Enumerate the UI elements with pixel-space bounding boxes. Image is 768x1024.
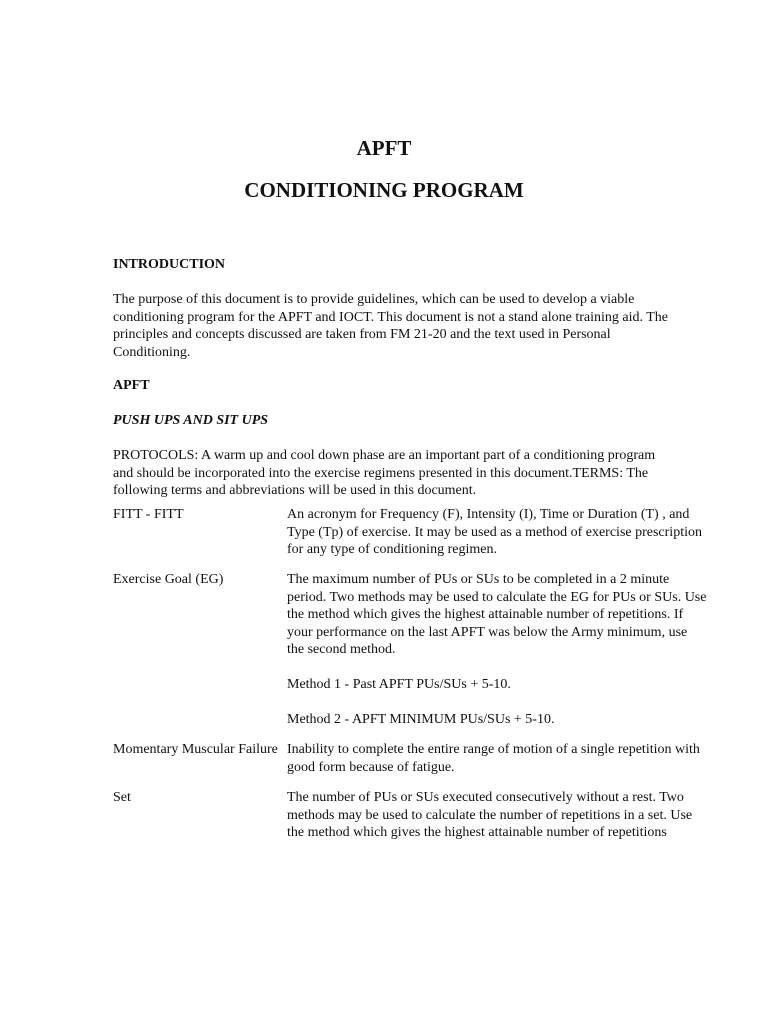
term-name: Momentary Muscular Failure (113, 742, 278, 757)
term-definition (287, 789, 707, 842)
term-definition (287, 571, 707, 729)
introduction-heading: INTRODUCTION (113, 257, 226, 272)
term-definition (287, 741, 707, 776)
term-definition (287, 506, 707, 559)
term-definition-text: An acronym for Frequency (F), Intensity (I), Time or Duration (T) , and Type (Tp) of exercise. It may be used as a method of exercise prescription for any type of conditioning regimen. (287, 507, 702, 557)
method-2-text: Method 2 - APFT MINIMUM PUs/SUs + 5-10. (287, 712, 555, 727)
term-definition-text: The number of PUs or SUs executed consecutively without a rest. Two methods may be used to calculate the number of repetitions in a set. Use the method which gives the highest attainable number of repetitions (287, 790, 693, 840)
term-name: Set (113, 790, 131, 805)
push-ups-sit-ups-heading: PUSH UPS AND SIT UPS (113, 413, 269, 428)
method-1-text: Method 1 - Past APFT PUs/SUs + 5-10. (287, 677, 511, 692)
term-definition-text: Inability to complete the entire range of motion of a single repetition with good form because of fatigue. (287, 742, 700, 775)
protocols-paragraph: PROTOCOLS: A warm up and cool down phase are an important part of a conditioning program and should be incorporated into the exercise regimens presented in this document.TERMS: The following terms and abbreviations will be used in this document. (113, 448, 656, 498)
term-definition-text: The maximum number of PUs or SUs to be completed in a 2 minute period. Two methods may be used to calculate the EG for PUs or SUs. Use the method which gives the highest attainable number of repetitions. If your performance on the last APFT was below the Army minimum, use the second method. (287, 572, 707, 657)
apft-heading: APFT (113, 378, 150, 393)
document-subtitle: CONDITIONING PROGRAM (244, 178, 524, 202)
term-name: FITT - FITT (113, 507, 184, 522)
document-title: APFT (356, 136, 412, 160)
term-name: Exercise Goal (EG) (113, 572, 224, 587)
introduction-paragraph: The purpose of this document is to provide guidelines, which can be used to develop a viable conditioning program for the APFT and IOCT. This document is not a stand alone training aid. The principles and concepts discussed are taken from FM 21-20 and the text used in Personal Conditioning. (113, 292, 668, 360)
